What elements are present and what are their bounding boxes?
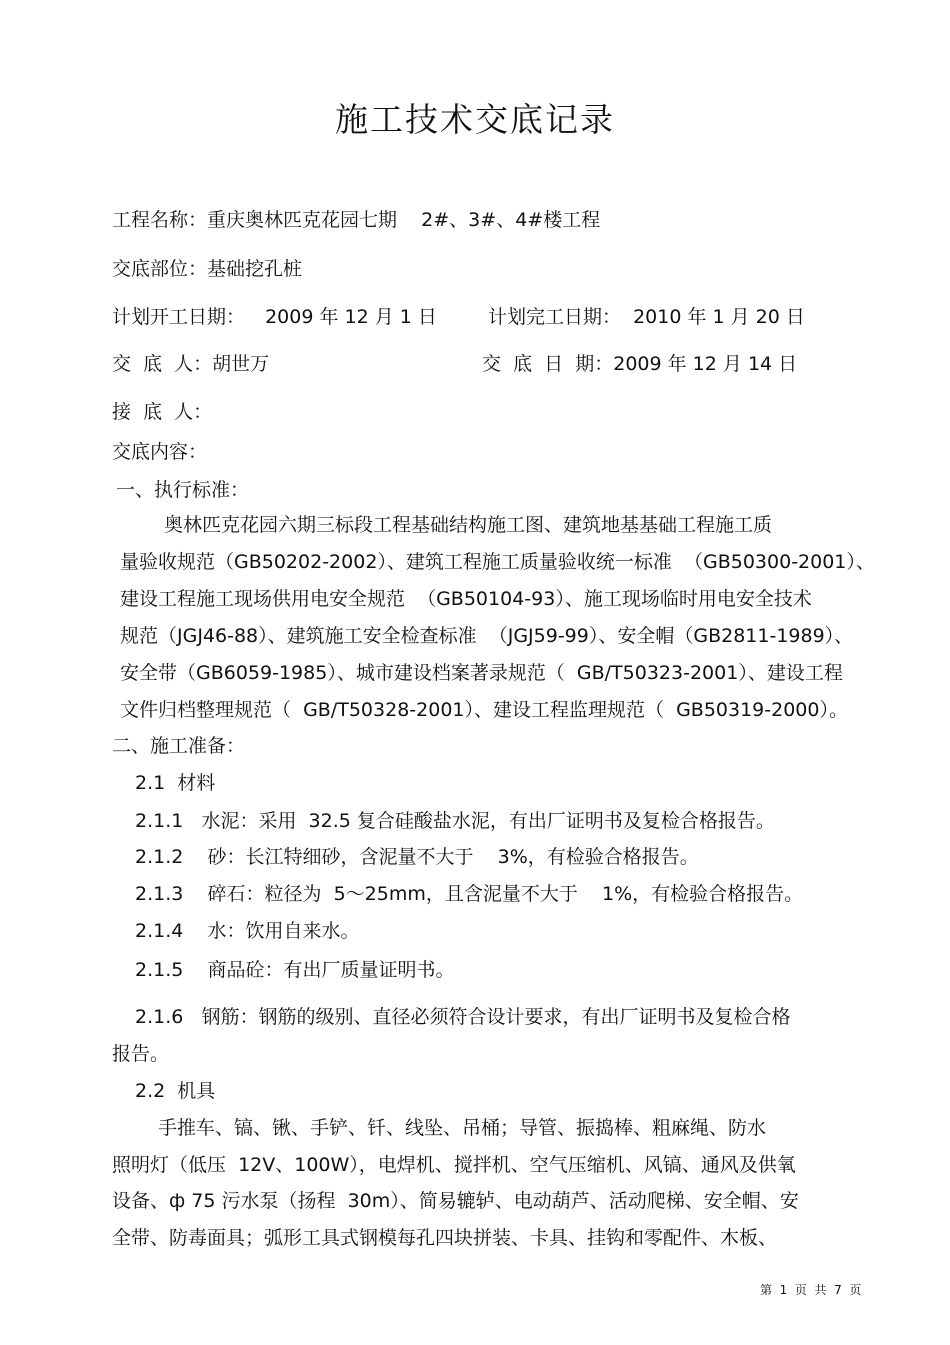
tools-line: 全带、防毒面具；弧形工具式钢模每孔四块拼装、卡具、挂钩和零配件、木板、 [112,1227,778,1249]
page-number: 第 1 页 共 7 页 [760,1283,862,1297]
item-2-1-6-continued: 报告。 [112,1043,170,1065]
plan-start-label: 计划开工日期： [112,306,246,328]
tools-line: 照明灯（低压 12V、100W），电焊机、搅拌机、空气压缩机、风镐、通风及供氧 [112,1154,796,1176]
standards-line: 安全带（GB6059-1985）、城市建设档案著录规范（ GB/T50323-2001）、建设工程 [120,662,843,684]
item-2-1-5: 2.1.5 商品砼：有出厂质量证明书。 [135,959,455,981]
plan-end-row [488,305,805,329]
item-2-1-6: 2.1.6 钢筋：钢筋的级别、直径必须符合设计要求，有出厂证明书及复检合格 [135,1006,791,1028]
item-2-1-1: 2.1.1 水泥：采用 32.5 复合硅酸盐水泥，有出厂证明书及复检合格报告。 [135,810,775,832]
plan-start-value: 2009 年 12 月 1 日 [265,306,437,328]
plan-start-row [112,305,437,329]
disclosure-part-label: 交底部位： [112,258,208,280]
discloser-value: 胡世万 [212,353,270,375]
project-name-row [112,208,600,232]
section-1-heading: 一、执行标准： [116,479,250,501]
standards-line: 规范（JGJ46-88）、建筑施工安全检查标准 （JGJ59-99）、安全帽（GB2811-1989）、 [120,625,854,647]
discloser-label: 交 底 人： [112,353,213,375]
content-label: 交底内容： [112,441,208,463]
subsection-2-2-heading: 2.2 机具 [135,1080,216,1102]
item-2-1-2: 2.1.2 砂：长江特细砂，含泥量不大于 3%，有检验合格报告。 [135,846,699,868]
disclosure-part-row [112,257,302,281]
item-2-1-4: 2.1.4 水：饮用自来水。 [135,920,360,942]
standards-line: 量验收规范（GB50202-2002）、建筑工程施工质量验收统一标准 （GB50300-2001）、 [120,551,875,573]
plan-end-label: 计划完工日期： [488,306,622,328]
item-2-1-3: 2.1.3 碎石：粒径为 5～25mm，且含泥量不大于 1%，有检验合格报告。 [135,883,804,905]
disclosure-part-value: 基础挖孔桩 [207,258,303,280]
tools-line: 设备、ф 75 污水泵（扬程 30m）、简易辘轳、电动葫芦、活动爬梯、安全帽、安 [112,1190,799,1212]
standards-line: 奥林匹克花园六期三标段工程基础结构施工图、建筑地基基础工程施工质 [164,514,773,536]
section-2-heading: 二、施工准备： [112,735,246,757]
project-name-label: 工程名称： [112,209,208,231]
receiver-row [112,400,212,424]
disclose-date-value: 2009 年 12 月 14 日 [613,353,798,375]
standards-line: 建设工程施工现场供用电安全规范 （GB50104-93）、施工现场临时用电安全技术 [120,588,812,610]
plan-end-value: 2010 年 1 月 20 日 [633,306,805,328]
document-title: 施工技术交底记录 [335,100,615,139]
project-name-value: 重庆奥林匹克花园七期 2#、3#、4#楼工程 [207,209,601,231]
subsection-2-1-heading: 2.1 材料 [135,772,216,794]
receiver-label: 接 底 人： [112,401,213,423]
disclose-date-label: 交 底 日 期： [482,353,614,375]
tools-line: 手推车、镐、锹、手铲、钎、线坠、吊桶；导管、振捣棒、粗麻绳、防水 [158,1117,767,1139]
standards-line: 文件归档整理规范（ GB/T50328-2001）、建设工程监理规范（ GB50319-2000）。 [120,699,848,721]
disclose-date-row [482,352,797,376]
discloser-row [112,352,269,376]
